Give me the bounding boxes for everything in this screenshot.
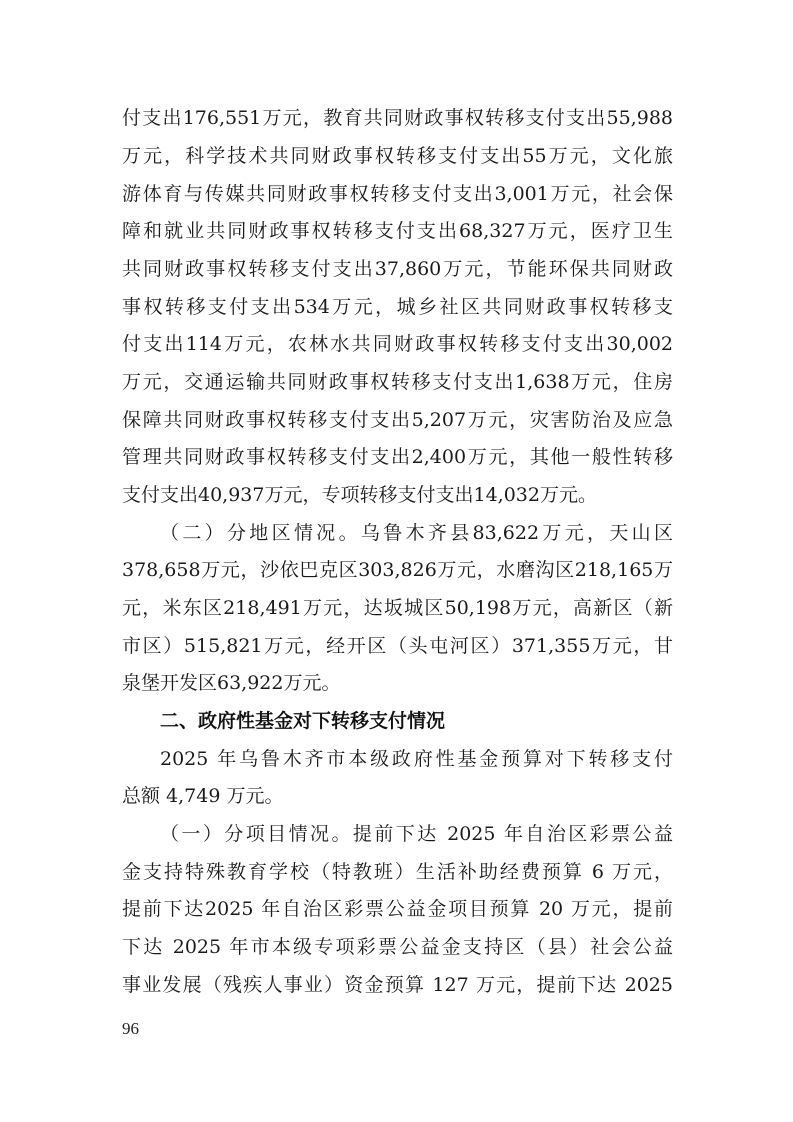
- paragraph-line: 共同财政事权转移支付支出37,860万元，节能环保共同财政: [122, 258, 673, 280]
- paragraph-line: （二）分地区情况。乌鲁木齐县83,622万元，天山区: [160, 522, 673, 544]
- page-number: 96: [122, 1019, 139, 1038]
- paragraph-line: 万元，科学技术共同财政事权转移支付支出55万元，文化旅: [122, 145, 673, 167]
- paragraph-line: 管理共同财政事权转移支付支出2,400万元，其他一般性转移: [122, 446, 673, 468]
- paragraph-line: 障和就业共同财政事权转移支付支出68,327万元，医疗卫生: [122, 220, 673, 242]
- paragraph-line: 保障共同财政事权转移支付支出5,207万元，灾害防治及应急: [122, 409, 673, 431]
- paragraph-line: 事权转移支付支出534万元，城乡社区共同财政事权转移支: [122, 296, 673, 318]
- paragraph-line: 元，米东区218,491万元，达坂城区50,198万元，高新区（新: [122, 597, 673, 619]
- paragraph-line: 市区）515,821万元，经开区（头屯河区）371,355万元，甘: [122, 635, 673, 657]
- paragraph-line: 万元，交通运输共同财政事权转移支付支出1,638万元，住房: [122, 371, 673, 393]
- paragraph-line: 泉堡开发区63,922万元。: [122, 672, 341, 694]
- paragraph-line: 下达 2025 年市本级专项彩票公益金支持区（县）社会公益: [122, 936, 673, 958]
- section-heading: 二、政府性基金对下转移支付情况: [160, 710, 446, 732]
- paragraph-line: 付支出176,551万元，教育共同财政事权转移支付支出55,988: [122, 107, 673, 129]
- paragraph-line: 总额 4,749 万元。: [122, 785, 284, 807]
- paragraph-line: 游体育与传媒共同财政事权转移支付支出3,001万元，社会保: [122, 183, 673, 205]
- paragraph-line: 378,658万元，沙依巴克区303,826万元，水磨沟区218,165万: [122, 559, 673, 581]
- paragraph-line: 支付支出40,937万元，专项转移支付支出14,032万元。: [122, 484, 597, 506]
- paragraph-line: 事业发展（残疾人事业）资金预算 127 万元，提前下达 2025: [122, 974, 673, 996]
- paragraph-line: 付支出114万元，农林水共同财政事权转移支付支出30,002: [122, 333, 673, 355]
- paragraph-line: （一）分项目情况。提前下达 2025 年自治区彩票公益: [160, 823, 673, 845]
- paragraph-line: 2025 年乌鲁木齐市本级政府性基金预算对下转移支付: [160, 748, 673, 770]
- paragraph-line: 提前下达2025 年自治区彩票公益金项目预算 20 万元，提前: [122, 898, 673, 920]
- paragraph-line: 金支持特殊教育学校（特教班）生活补助经费预算 6 万元，: [122, 861, 673, 883]
